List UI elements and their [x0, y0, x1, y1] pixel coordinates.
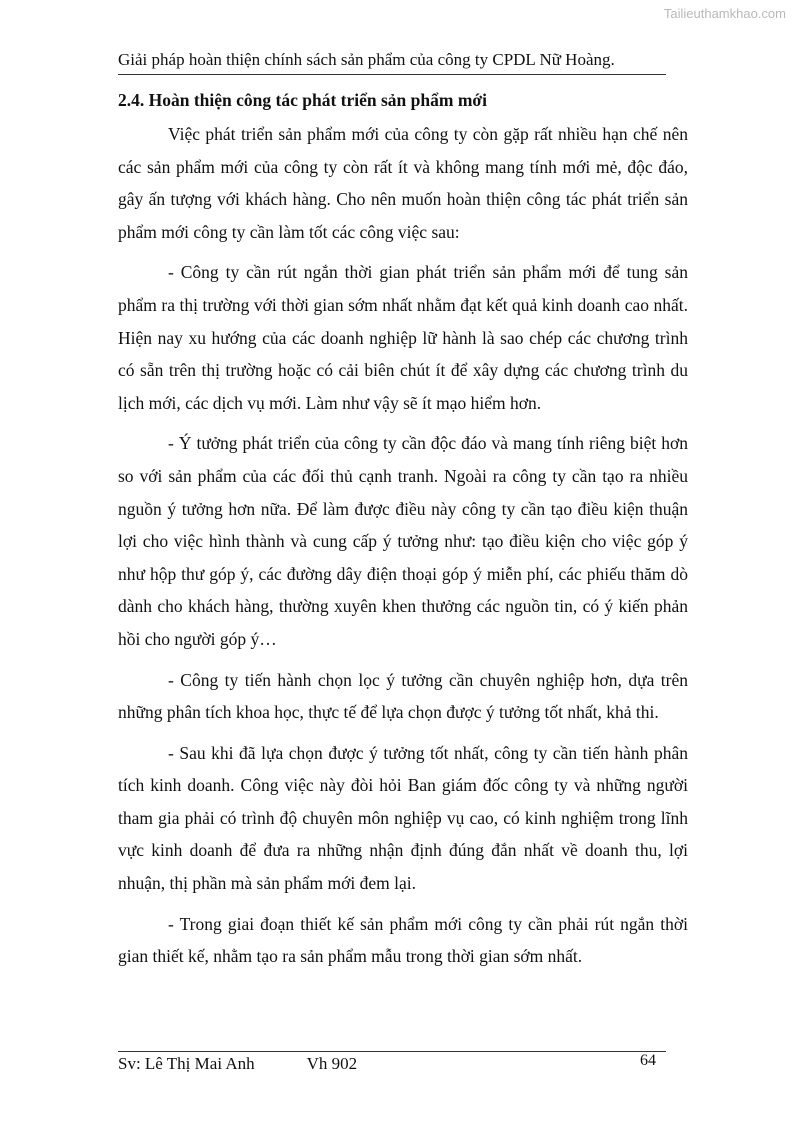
paragraph: - Công ty cần rút ngắn thời gian phát triển sản phẩm mới để tung sản phẩm ra thị trường với thời gian sớm nhất nhằm đạt kết quả kinh doanh cao nhất. Hiện nay xu hướng của các doanh nghiệp lữ hành là sao chép các chương trình có sẵn trên thị trường hoặc có cải biên chút ít để xây dựng các chương trình du lịch mới, các dịch vụ mới. Làm như vậy sẽ ít mạo hiểm hơn.: [118, 262, 688, 413]
paragraph: - Ý tưởng phát triển của công ty cần độc đáo và mang tính riêng biệt hơn so với sản phẩm của các đối thủ cạnh tranh. Ngoài ra công ty cần tạo ra nhiều nguồn ý tưởng hơn nữa. Để làm được điều này công ty cần tạo điều kiện thuận lợi cho việc hình thành và cung cấp ý tưởng như: tạo điều kiện cho việc góp ý như hộp thư góp ý, các đường dây điện thoại góp ý miễn phí, các phiếu thăm dò dành cho khách hàng, thường xuyên khen thưởng các nguồn tin, có ý kiến phản hồi cho người góp ý…: [118, 433, 688, 649]
paragraph: - Công ty tiến hành chọn lọc ý tưởng cần chuyên nghiệp hơn, dựa trên những phân tích khoa học, thực tế để lựa chọn được ý tưởng tốt nhất, khả thi.: [118, 669, 688, 723]
paragraph: - Sau khi đã lựa chọn được ý tưởng tốt nhất, công ty cần tiến hành phân tích kinh doanh. Công việc này đòi hỏi Ban giám đốc công ty và những người tham gia phải có trình độ chuyên môn nghiệp vụ cao, có kinh nghiệm trong lĩnh vực kinh doanh để đưa ra những nhận định đúng đắn nhất về doanh thu, lợi nhuận, thị phần mà sản phẩm mới đem lại.: [118, 742, 688, 894]
footer-class: Vh 902: [306, 1054, 358, 1073]
watermark: Tailieuthamkhao.com: [663, 6, 786, 21]
paragraph: Việc phát triển sản phẩm mới của công ty còn gặp rất nhiều hạn chế nên các sản phẩm mới của công ty còn rất ít và không mang tính mới mẻ, độc đáo, gây ấn tượng với khách hàng. Cho nên muốn hoàn thiện công tác phát triển sản phẩm mới công ty cần làm tốt các công việc sau:: [118, 124, 688, 242]
section-heading: 2.4. Hoàn thiện công tác phát triển sản phẩm mới: [118, 90, 487, 110]
paragraph: - Trong giai đoạn thiết kế sản phẩm mới công ty cần phải rút ngắn thời gian thiết kế, nhằm tạo ra sản phẩm mẫu trong thời gian sớm nhất.: [118, 913, 688, 967]
footer-student: Sv: Lê Thị Mai Anh: [118, 1054, 255, 1073]
body-text: [118, 118, 688, 981]
page-footer: [118, 1054, 357, 1074]
page-number: 64: [640, 1052, 656, 1069]
page-header: Giải pháp hoàn thiện chính sách sản phẩm của công ty CPDL Nữ Hoàng.: [118, 50, 666, 75]
footer-divider: [118, 1051, 666, 1052]
